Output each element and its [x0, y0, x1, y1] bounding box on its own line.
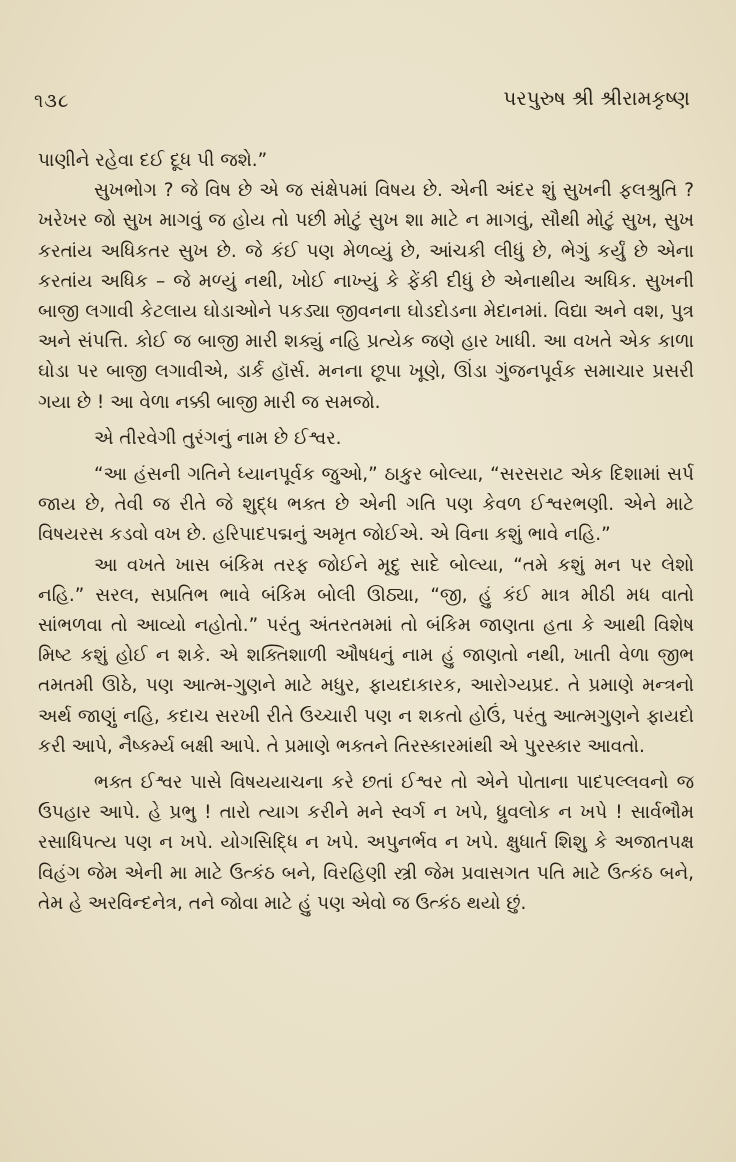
paragraph-bankim: આ વખતે ખાસ બંકિમ તરફ જોઈને મૃદુ સાદે બોલ્યા, “તમે કશું મન પર લેશો નહિ.” સરલ, સપ્રતિભ ભાવે બંકિમ બોલી ઊઠ્યા, “જી, હું કંઈ માત્ર મીઠી મધ વાતો સાંભળવા તો આવ્યો નહોતો.” પરંતુ અંતરતમમાં તો બંકિમ જાણતા હતા કે આથી વિશેષ મિષ્ટ કશું હોઈ ન શકે. એ શક્તિશાળી ઔષધનું નામ હું જાણતો નથી, ખાતી વેળા જીભ તમતમી ઊઠે, પણ આત્મ-ગુણને માટે મધુર, ફાયદાકારક, આરોગ્યપ્રદ. તે પ્રમાણે મન્ત્રનો અર્થ જાણું નહિ, કદાચ સરખી રીતે ઉચ્ચારી પણ ન શકતો હોઉં, પરંતુ આત્મગુણને ફાયદો કરી આપે, નૈષ્કર્મ્ય બક્ષી આપે. તે પ્રમાણે ભક્તને તિરસ્કારમાંથી એ પુરસ્કાર આવતો. — [38, 554, 694, 757]
body-text — [38, 146, 694, 919]
paragraph-hans-gati: “આ હંસની ગતિને ધ્યાનપૂર્વક જુઓ,” ઠાકુર બોલ્યા, “સરસરાટ એક દિશામાં સર્પ જાય છે, તેવી જ રીતે જે શુદ્ધ ભક્ત છે એની ગતિ પણ કેવળ ઈશ્વરભણી. એને માટે વિષયરસ કડવો વખ છે. હરિપાદપદ્મનું અમૃત જોઈએ. એ વિના કશું ભાવે નહિ.” — [38, 464, 694, 546]
page-number: ૧૩૮ — [34, 90, 70, 112]
running-head: પરપુરુષ શ્રી શ્રીરામકૃષ્ણ — [503, 86, 690, 110]
paragraph-bhakta: ભક્ત ઈશ્વર પાસે વિષયયાચના કરે છતાં ઈશ્વર તો એને પોતાના પાદપલ્લવનો જ ઉપહાર આપે. હે પ્રભુ ! તારો ત્યાગ કરીને મને સ્વર્ગ ન ખપે, ધ્રુવલોક ન ખપે ! સાર્વભૌમ રસાધિપત્ય પણ ન ખપે. યોગસિદ્ધિ ન ખપે. અપુનર્ભવ ન ખપે. ક્ષુધાર્ત શિશુ કે અજાતપક્ષ વિહંગ જેમ એની મા માટે ઉત્કંઠ બને, વિરહિણી સ્ત્રી જેમ પ્રવાસગત પતિ માટે ઉત્કંઠ બને, તેમ હે અરવિન્દનેત્ર, તને જોવા માટે હું પણ એવો જ ઉત્કંઠ થયો છું. — [38, 772, 694, 914]
paragraph-tirvegi: એ તીરવેગી તુરંગનું નામ છે ઈશ્વર. — [94, 427, 342, 449]
paragraph-sukhbhog: સુખભોગ ? જે વિષ છે એ જ સંક્ષેપમાં વિષય છે. એની અંદર શું સુખની ફલશ્રુતિ ? ખરેખર જો સુખ માગવું જ હોય તો પછી મોટું સુખ શા માટે ન માગવું, સૌથી મોટું સુખ, સુખ કરતાંય અધિકતર સુખ છે. જે કંઈ પણ મેળવ્યું છે, આંચકી લીધું છે, ભેગું કર્યું છે એના કરતાંય અધિક – જે મળ્યું નથી, ખોઈ નાખ્યું કે ફેંકી દીધું છે એનાથીય અધિક. સુખની બાજી લગાવી કેટલાય ઘોડાઓને પકડ્યા જીવનના ઘોડદોડના મેદાનમાં. વિદ્યા અને વશ, પુત્ર અને સંપત્તિ. કોઈ જ બાજી મારી શક્યું નહિ પ્રત્યેક જણે હાર ખાધી. આ વખતે એક કાળા ઘોડા પર બાજી લગાવીએ, ડાર્ક હૉર્સ. મનના છૂપા ખૂણે, ઊંડા ગુંજનપૂર્વક સમાચાર પ્રસરી ગયા છે ! આ વેળા નક્કી બાજી મારી જ સમજો. — [38, 180, 694, 413]
paragraph-continuation: પાણીને રહેવા દઈ દૂધ પી જશે.” — [38, 150, 268, 171]
